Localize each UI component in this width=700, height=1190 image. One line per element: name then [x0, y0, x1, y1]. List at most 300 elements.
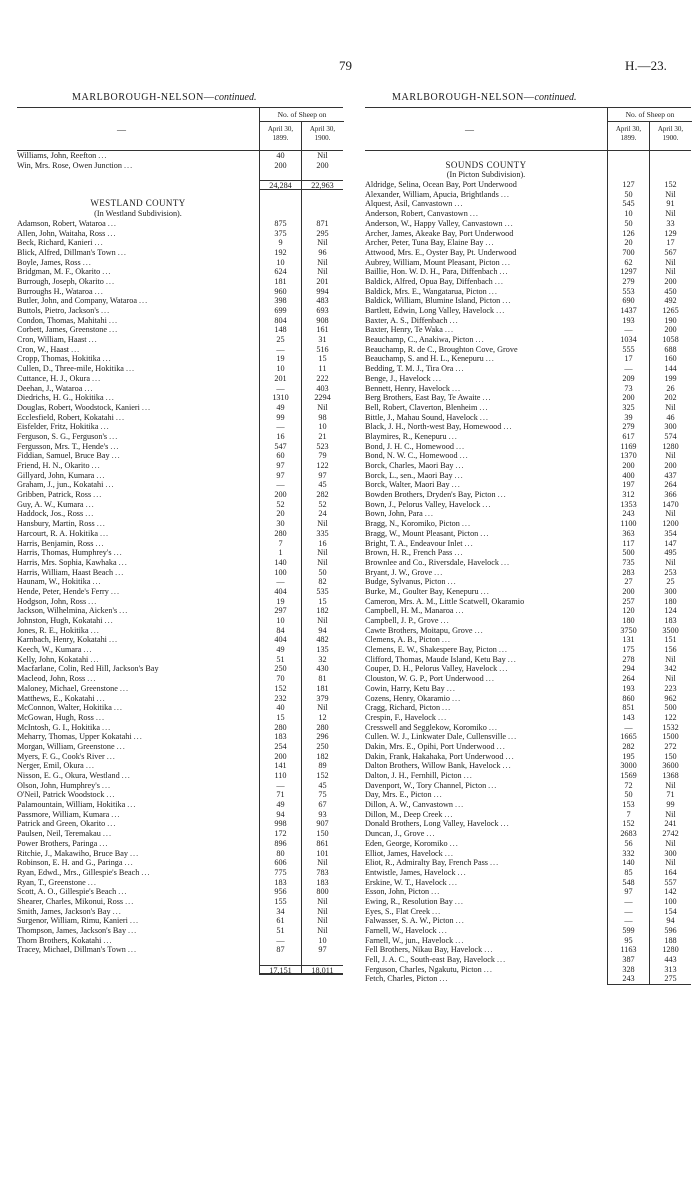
sheep-1900-cell: 482: [301, 635, 343, 645]
row-name-cell: [365, 267, 607, 277]
sheep-1900-cell: 122: [301, 461, 343, 471]
owner-name: Bright, T. A., Endeavour Inlet: [365, 538, 463, 548]
leader-dots: ...: [485, 354, 495, 364]
row-name-cell: [365, 587, 607, 597]
owner-name: Baxter, A. S., Diffenbach: [365, 315, 448, 325]
owner-name: Eisfelder, Fritz, Hokitika: [17, 422, 99, 432]
row-name-cell: [365, 626, 607, 636]
owner-name: Macleod, John, Ross: [17, 674, 86, 684]
table-row: [17, 800, 343, 810]
table-row: [17, 839, 343, 849]
leader-dots: ...: [87, 674, 97, 684]
owner-name: Shearer, Charles, Mikonui, Ross: [17, 896, 124, 906]
table-row: [365, 907, 691, 917]
row-name-cell: [365, 703, 607, 713]
owner-name: Bragg, N., Koromiko, Picton: [365, 519, 460, 529]
sheep-1899-cell: 141: [259, 761, 301, 771]
leader-dots: ...: [123, 160, 134, 170]
sheep-1899-cell: 30: [259, 519, 301, 529]
leader-dots: ...: [111, 451, 121, 461]
row-name-cell: [17, 296, 259, 306]
sheep-1899-cell: 209: [607, 374, 649, 384]
row-name-cell: [17, 606, 259, 616]
row-name-cell: [17, 916, 259, 926]
sheep-1900-cell: 71: [649, 790, 691, 800]
row-name-cell: [17, 558, 259, 568]
row-name-cell: [17, 945, 259, 955]
owner-name: Fergusson, Mrs. T., Hende's: [17, 441, 109, 451]
table-row: [17, 432, 343, 442]
sheep-1899-cell: 254: [259, 742, 301, 752]
sheep-1900-cell: 1280: [649, 442, 691, 452]
leader-dots: ...: [111, 809, 121, 819]
owner-name: Cron, William, Haast: [17, 335, 87, 345]
leader-dots: ...: [107, 819, 117, 829]
sheep-1899-cell: 297: [259, 606, 301, 616]
row-name-cell: [365, 868, 607, 878]
leader-dots: ...: [448, 877, 458, 887]
sheep-1900-cell: 12: [301, 713, 343, 723]
owner-name: Duncan, J., Grove: [365, 829, 425, 839]
leader-dots: ...: [448, 431, 458, 441]
leader-dots: ...: [91, 461, 101, 470]
leader-dots: ...: [88, 335, 98, 345]
row-name-cell: [17, 635, 259, 645]
sheep-1900-cell: 3500: [649, 626, 691, 636]
leader-dots: ...: [133, 732, 143, 742]
left-section-title: [72, 92, 256, 103]
row-name-cell: [17, 393, 259, 403]
right-header-y2-year: 1900.: [662, 134, 679, 142]
row-name-cell: [17, 238, 259, 248]
table-row: [365, 471, 691, 481]
table-row: [365, 926, 691, 936]
row-name-cell: [365, 519, 607, 529]
owner-name: Palamountain, William, Hokitika: [17, 800, 126, 810]
sheep-1899-cell: [259, 209, 301, 219]
table-row: [365, 500, 691, 510]
sheep-1900-cell: 16: [301, 539, 343, 549]
sheep-1899-cell: 56: [607, 839, 649, 849]
leader-dots: ...: [505, 751, 515, 761]
table-row: [365, 742, 691, 752]
row-name-cell: [17, 354, 259, 364]
row-name-cell: [17, 858, 259, 868]
table-row: [17, 480, 343, 490]
sheep-1900-cell: 164: [649, 868, 691, 878]
owner-name: Cawte Brothers, Moitapu, Grove: [365, 625, 473, 635]
leader-dots: ...: [105, 276, 116, 286]
sheep-1899-cell: 375: [259, 229, 301, 239]
leader-dots: ...: [455, 606, 465, 616]
leader-dots: ...: [485, 674, 495, 684]
sheep-1899-cell: —: [607, 907, 649, 917]
sheep-1899-cell: 398: [259, 296, 301, 306]
row-name-cell: [17, 810, 259, 820]
owner-name: Farnell, W., Havelock: [365, 926, 437, 935]
sheep-1899-cell: 97: [259, 461, 301, 471]
leader-dots: ...: [488, 780, 498, 790]
row-name-cell: [365, 229, 607, 239]
row-name-cell: [365, 529, 607, 539]
leader-dots: ...: [432, 906, 442, 916]
row-name-cell: [365, 606, 607, 616]
sheep-1900-cell: 300: [649, 587, 691, 597]
left-header-dash: —: [117, 125, 126, 135]
leader-dots: ...: [451, 480, 461, 490]
owner-name: Jones, R. E., Hokitika: [17, 625, 89, 635]
leader-dots: ...: [447, 577, 457, 587]
leader-dots: ...: [454, 548, 464, 558]
row-name-cell: [17, 684, 259, 694]
sheep-1899-cell: 1310: [259, 393, 301, 403]
leader-dots: ...: [129, 916, 140, 926]
table-row: [365, 790, 691, 800]
sheep-1899-cell: —: [607, 916, 649, 926]
sheep-1900-cell: 280: [301, 723, 343, 733]
row-name-cell: [365, 480, 607, 490]
row-name-cell: [17, 548, 259, 558]
owner-name: Bond, J. H. C., Homewood: [365, 441, 454, 451]
sheep-1899-cell: 1437: [607, 306, 649, 316]
sheep-1900-cell: 24: [301, 509, 343, 519]
owner-name: Burroughs H., Wataroa: [17, 286, 93, 296]
sheep-1900-cell: 101: [301, 849, 343, 859]
leader-dots: ...: [455, 364, 465, 374]
table-row: [17, 868, 343, 878]
table-row: [365, 587, 691, 597]
leader-dots: ...: [489, 858, 500, 868]
row-name-cell: [17, 325, 259, 335]
sheep-1900-cell: Nil: [301, 907, 343, 917]
row-name-cell: [365, 316, 607, 326]
sheep-1900-cell: 98: [301, 413, 343, 423]
row-name-cell: [17, 287, 259, 297]
row-name-cell: [17, 626, 259, 636]
owner-name: Archer, Peter, Tuna Bay, Elaine Bay: [365, 238, 484, 248]
table-row: [365, 752, 691, 762]
sheep-1899-cell: 617: [607, 432, 649, 442]
owner-name: Campbell, H. M., Manaroa: [365, 606, 454, 616]
table-row: [17, 529, 343, 539]
sheep-1900-cell: 250: [301, 742, 343, 752]
sheep-1899-cell: 875: [259, 219, 301, 229]
owner-name: Eliot, R., Admiralty Bay, French Pass: [365, 858, 488, 868]
sheep-1899-cell: 117: [607, 539, 649, 549]
row-name-cell: [365, 568, 607, 578]
sheep-1900-cell: 129: [649, 229, 691, 239]
owner-name: Harris, Mrs. Sophia, Kawhaka: [17, 557, 117, 567]
table-row: [17, 713, 343, 723]
table-row: [365, 519, 691, 529]
sheep-1900-cell: Nil: [649, 558, 691, 568]
table-row: [365, 403, 691, 413]
owner-name: Allen, John, Waitaha, Ross: [17, 228, 106, 238]
owner-name: Benge, J., Havelock: [365, 373, 431, 383]
sheep-1899-cell: 387: [607, 955, 649, 965]
sheep-1900-cell: 492: [649, 296, 691, 306]
leader-dots: ...: [440, 616, 450, 625]
sheep-1899-cell: 17,151: [259, 965, 301, 975]
row-name-cell: [17, 771, 259, 781]
sheep-1900-cell: 200: [301, 161, 343, 171]
sheep-1899-cell: 193: [607, 316, 649, 326]
table-row: [17, 422, 343, 432]
sheep-1900-cell: 962: [649, 694, 691, 704]
leader-dots: ...: [105, 393, 115, 403]
sheep-1900-cell: 222: [301, 374, 343, 384]
owner-name: Bennett, Henry, Havelock: [365, 383, 450, 393]
leader-dots: ...: [464, 538, 474, 548]
left-rows: [17, 151, 343, 974]
table-row: [17, 161, 343, 171]
leader-dots: ...: [94, 238, 104, 248]
sheep-1900-cell: 26: [649, 384, 691, 394]
sheep-1900-cell: Nil: [649, 190, 691, 200]
table-row: [17, 413, 343, 423]
sheep-1899-cell: 87: [259, 945, 301, 955]
row-name-cell: [17, 364, 259, 374]
sheep-1900-cell: 1200: [649, 519, 691, 529]
row-name-cell: [365, 374, 607, 384]
sheep-1900-cell: [301, 955, 343, 965]
table-row: [365, 480, 691, 490]
row-name-cell: [17, 761, 259, 771]
sheep-1899-cell: —: [607, 723, 649, 733]
sheep-1900-cell: 253: [649, 568, 691, 578]
leader-dots: ...: [87, 877, 97, 887]
leader-dots: ...: [455, 461, 465, 470]
sheep-1899-cell: 624: [259, 267, 301, 277]
row-name-cell: [17, 568, 259, 578]
sheep-1900-cell: 574: [649, 432, 691, 442]
table-row: [17, 364, 343, 374]
table-row: [17, 558, 343, 568]
owner-name: Macfarlane, Colin, Red Hill, Jackson's Bay: [17, 664, 159, 674]
row-name-cell: [365, 635, 607, 645]
sheep-1900-cell: 282: [301, 490, 343, 500]
table-row: [365, 539, 691, 549]
owner-name: Cameron, Mrs. A. M., Little Scatwell, Okaramio: [365, 596, 525, 606]
sheep-1899-cell: 97: [259, 471, 301, 481]
sheep-1900-cell: 11: [301, 364, 343, 374]
row-name-cell: [17, 374, 259, 384]
row-name-cell: [17, 442, 259, 452]
row-name-cell: [365, 170, 607, 180]
table-row: [17, 936, 343, 946]
sheep-1899-cell: 700: [607, 248, 649, 258]
row-name-cell: [365, 955, 607, 965]
row-name-cell: [17, 645, 259, 655]
row-name-cell: [365, 597, 607, 607]
owner-name: Patrick and Green, Okarito: [17, 819, 106, 829]
row-name-cell: [17, 306, 259, 316]
row-name-cell: [17, 703, 259, 713]
table-row: [17, 655, 343, 665]
table-row: [17, 568, 343, 578]
sheep-1900-cell: 144: [649, 364, 691, 374]
sheep-1900-cell: 21: [301, 432, 343, 442]
table-row: [365, 626, 691, 636]
leader-dots: ...: [469, 209, 479, 219]
row-name-cell: [17, 248, 259, 258]
row-name-cell: [365, 539, 607, 549]
owner-name: Bridgman, M. F., Okarito: [17, 267, 101, 277]
owner-name: Win, Mrs. Rose, Owen Junction: [17, 160, 122, 170]
row-name-cell: [17, 732, 259, 742]
sheep-1899-cell: 279: [607, 422, 649, 432]
sheep-1899-cell: 140: [259, 558, 301, 568]
table-row: [365, 645, 691, 655]
owner-name: Archer, James, Akeake Bay, Port Underwood: [365, 228, 514, 238]
table-row: [17, 771, 343, 781]
table-row: [17, 752, 343, 762]
table-row: [17, 723, 343, 733]
row-name-cell: [365, 403, 607, 413]
sheep-1899-cell: 99: [259, 413, 301, 423]
row-name-cell: [365, 471, 607, 481]
sheep-1900-cell: 124: [649, 606, 691, 616]
sheep-1899-cell: —: [259, 480, 301, 490]
owner-name: Thorn Brothers, Kokatahi: [17, 935, 102, 945]
table-row: [365, 694, 691, 704]
table-row: [17, 664, 343, 674]
table-row: [365, 258, 691, 268]
owner-name: Myers, F. G., Cook's River: [17, 751, 105, 761]
leader-dots: ...: [93, 490, 103, 500]
sheep-1900-cell: 160: [649, 354, 691, 364]
owner-name: Clemens, E. W., Shakespere Bay, Picton: [365, 645, 497, 655]
leader-dots: ...: [434, 567, 444, 577]
owner-name: Guy, A. W., Kumara: [17, 499, 84, 509]
sheep-1899-cell: 183: [259, 732, 301, 742]
sheep-1899-cell: 3750: [607, 626, 649, 636]
owner-name: Harris, Benjamin, Ross: [17, 538, 94, 548]
sheep-1899-cell: 325: [607, 403, 649, 413]
sheep-1899-cell: 200: [259, 490, 301, 500]
leader-dots: ...: [101, 306, 111, 315]
owner-name: Deehan, J., Wataroa: [17, 383, 83, 393]
row-name-cell: [365, 810, 607, 820]
sheep-1900-cell: Nil: [649, 451, 691, 461]
row-name-cell: [365, 258, 607, 268]
leader-dots: ...: [109, 325, 119, 335]
table-row: [17, 674, 343, 684]
table-row: [17, 790, 343, 800]
leader-dots: ...: [444, 325, 454, 335]
owner-name: Power Brothers, Paringa: [17, 838, 98, 848]
row-name-cell: [17, 887, 259, 897]
owner-name: Haddock, Jos., Ross: [17, 509, 84, 519]
leader-dots: ...: [494, 276, 504, 286]
table-row: [17, 926, 343, 936]
leader-dots: ...: [479, 412, 489, 422]
leader-dots: ...: [500, 189, 510, 199]
leader-dots: ...: [84, 383, 94, 393]
sheep-1900-cell: [301, 190, 343, 200]
left-column-table: [17, 107, 343, 975]
owner-name: Bell, Robert, Claverton, Blenheim: [365, 402, 478, 412]
sheep-1900-cell: 200: [649, 277, 691, 287]
leader-dots: ...: [461, 519, 471, 529]
owner-name: Elliot, James, Havelock: [365, 848, 443, 858]
owner-name: Attwood, Mrs. E., Oyster Bay, Pt. Underwood: [365, 247, 517, 257]
sheep-1900-cell: 31: [301, 335, 343, 345]
owner-name: Hende, Peter, Hende's Ferry: [17, 586, 109, 596]
sheep-1900-cell: 3600: [649, 761, 691, 771]
leader-dots: ...: [92, 577, 102, 587]
table-row: [365, 180, 691, 190]
sheep-1900-cell: 523: [301, 442, 343, 452]
sheep-1900-cell: 516: [301, 345, 343, 355]
sheep-1900-cell: 152: [649, 180, 691, 190]
blank-row: [365, 151, 691, 161]
sheep-1900-cell: 342: [649, 664, 691, 674]
sheep-1899-cell: 97: [607, 887, 649, 897]
owner-name: O'Neil, Patrick Woodstock: [17, 790, 105, 800]
leader-dots: ...: [503, 422, 513, 432]
row-name-cell: [365, 790, 607, 800]
row-name-cell: [17, 490, 259, 500]
sheep-1900-cell: 483: [301, 296, 343, 306]
sheep-1900-cell: 1532: [649, 723, 691, 733]
table-row: [365, 916, 691, 926]
sheep-1900-cell: 994: [301, 287, 343, 297]
owner-name: Farnell, W., jun., Havelock: [365, 935, 454, 945]
owner-name: Keech, W., Kumara: [17, 645, 82, 655]
table-row: [365, 819, 691, 829]
owner-name: Hansbury, Martin, Ross: [17, 519, 95, 529]
row-name-cell: [365, 335, 607, 345]
sheep-1899-cell: 280: [259, 723, 301, 733]
leader-dots: ...: [110, 586, 121, 596]
leader-dots: ...: [438, 926, 448, 935]
leader-dots: ...: [433, 790, 443, 800]
owner-name: McGowan, Hugh, Ross: [17, 712, 94, 722]
sheep-1900-cell: Nil: [301, 703, 343, 713]
row-name-cell: [17, 190, 259, 200]
owner-name: Douglas, Robert, Woodstock, Kanieri: [17, 402, 140, 412]
leader-dots: ...: [98, 151, 108, 160]
sheep-1900-cell: 15: [301, 597, 343, 607]
table-row: [17, 461, 343, 471]
leader-dots: ...: [105, 480, 115, 490]
sheep-1899-cell: 49: [259, 645, 301, 655]
table-row: [365, 713, 691, 723]
owner-name: Entwistle, James, Havelock: [365, 867, 456, 877]
sheep-1899-cell: —: [259, 384, 301, 394]
owner-name: Borck, L., sen., Maori Bay: [365, 470, 453, 480]
sheep-1900-cell: 161: [301, 325, 343, 335]
owner-name: Condon, Thomas, Mahitahi: [17, 315, 107, 325]
owner-name: Johnston, Hugh, Kokatahi: [17, 616, 103, 625]
row-name-cell: [365, 296, 607, 306]
sheep-1900-cell: 15: [301, 354, 343, 364]
row-name-cell: [17, 229, 259, 239]
owner-name: Maloney, Michael, Greenstone: [17, 683, 118, 693]
row-name-cell: [365, 819, 607, 829]
right-table-header: [365, 107, 691, 151]
sheep-1899-cell: 52: [259, 500, 301, 510]
leader-dots: ...: [113, 548, 123, 558]
sheep-1899-cell: 127: [607, 180, 649, 190]
sheep-1899-cell: 232: [259, 694, 301, 704]
table-row: [365, 209, 691, 219]
sheep-1899-cell: 294: [607, 664, 649, 674]
sheep-1900-cell: 79: [301, 451, 343, 461]
leader-dots: ...: [497, 955, 507, 965]
sheep-1900-cell: Nil: [301, 548, 343, 558]
